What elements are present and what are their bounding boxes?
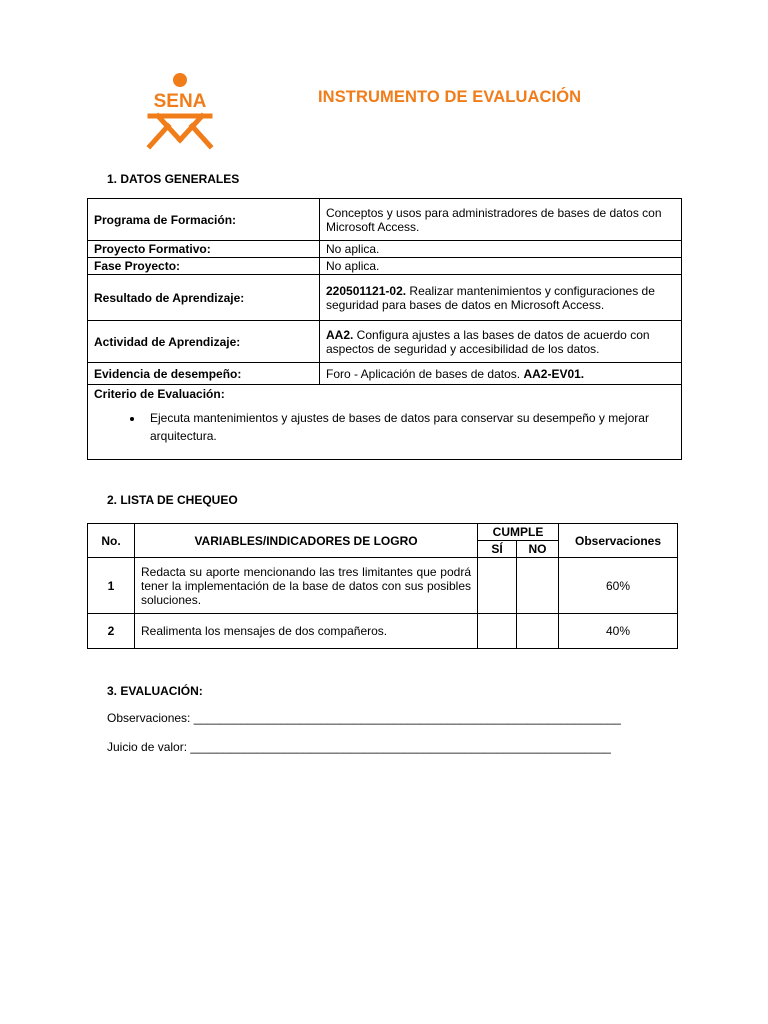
row-observation: 60%	[559, 558, 678, 614]
table-row	[88, 199, 682, 241]
judgement-field[interactable]: Juicio de valor: _______________________________________________________________	[107, 740, 611, 754]
result-text: Realizar mantenimientos y configuraciones de seguridad para bases de datos en Microsoft Access.	[326, 283, 655, 312]
evidence-text: Foro - Aplicación de bases de datos.	[326, 366, 524, 381]
phase-label: Fase Proyecto:	[88, 258, 320, 275]
evidence-code: AA2-EV01.	[523, 366, 585, 381]
row-indicator: Redacta su aporte mencionando las tres limitantes que podrá tener la implementación de la base de datos con sus posibles soluciones.	[135, 558, 478, 614]
observations-field[interactable]: Observaciones: ________________________________________________________________	[107, 711, 621, 725]
general-data-table	[87, 198, 682, 460]
activity-code: AA2.	[326, 327, 354, 342]
row-number: 2	[88, 614, 135, 649]
criteria-list	[94, 409, 675, 445]
header-si: SÍ	[478, 541, 517, 558]
activity-text: Configura ajustes a las bases de datos de acuerdo con aspectos de seguridad y accesibilidad de los datos.	[326, 327, 650, 356]
section-heading-checklist: 2. LISTA DE CHEQUEO	[107, 493, 238, 507]
result-label: Resultado de Aprendizaje:	[88, 275, 320, 321]
header-no: No.	[88, 524, 135, 558]
activity-value	[320, 321, 682, 363]
evidence-label: Evidencia de desempeño:	[88, 363, 320, 385]
row-number: 1	[88, 558, 135, 614]
header-cumple: CUMPLE	[478, 524, 559, 541]
result-value	[320, 275, 682, 321]
project-label: Proyecto Formativo:	[88, 241, 320, 258]
program-label: Programa de Formación:	[88, 199, 320, 241]
criteria-cell	[88, 385, 682, 460]
phase-value: No aplica.	[320, 258, 682, 275]
table-row	[88, 321, 682, 363]
header-variables: VARIABLES/INDICADORES DE LOGRO	[135, 524, 478, 558]
evidence-value	[320, 363, 682, 385]
table-row	[88, 258, 682, 275]
header-observations: Observaciones	[559, 524, 678, 558]
table-row	[88, 363, 682, 385]
logo-head-mark	[173, 73, 187, 87]
table-row	[88, 385, 682, 460]
project-value: No aplica.	[320, 241, 682, 258]
criteria-label: Criterio de Evaluación:	[94, 387, 225, 401]
table-row	[88, 275, 682, 321]
table-row	[88, 614, 678, 649]
table-row	[88, 241, 682, 258]
result-code: 220501121-02.	[326, 283, 407, 298]
document-title: INSTRUMENTO DE EVALUACIÓN	[318, 88, 582, 106]
row-si-cell[interactable]	[478, 558, 517, 614]
row-no-cell[interactable]	[517, 558, 559, 614]
logo-text: SENA	[153, 91, 207, 112]
section-heading-general: 1. DATOS GENERALES	[107, 172, 240, 186]
activity-label: Actividad de Aprendizaje:	[88, 321, 320, 363]
row-indicator: Realimenta los mensajes de dos compañeros.	[135, 614, 478, 649]
header-no-col: NO	[517, 541, 559, 558]
row-observation: 40%	[559, 614, 678, 649]
table-row	[88, 558, 678, 614]
list-item: • Ejecuta mantenimientos y ajustes de bases de datos para conservar su desempeño y mejorar arquitectura.	[144, 409, 675, 445]
program-value: Conceptos y usos para administradores de bases de datos con Microsoft Access.	[320, 199, 682, 241]
logo-figure-mark	[150, 116, 210, 146]
table-header-row	[88, 524, 678, 541]
row-si-cell[interactable]	[478, 614, 517, 649]
sena-logo	[140, 70, 220, 152]
checklist-table	[87, 523, 678, 649]
row-no-cell[interactable]	[517, 614, 559, 649]
section-heading-evaluation: 3. EVALUACIÓN:	[107, 684, 203, 698]
